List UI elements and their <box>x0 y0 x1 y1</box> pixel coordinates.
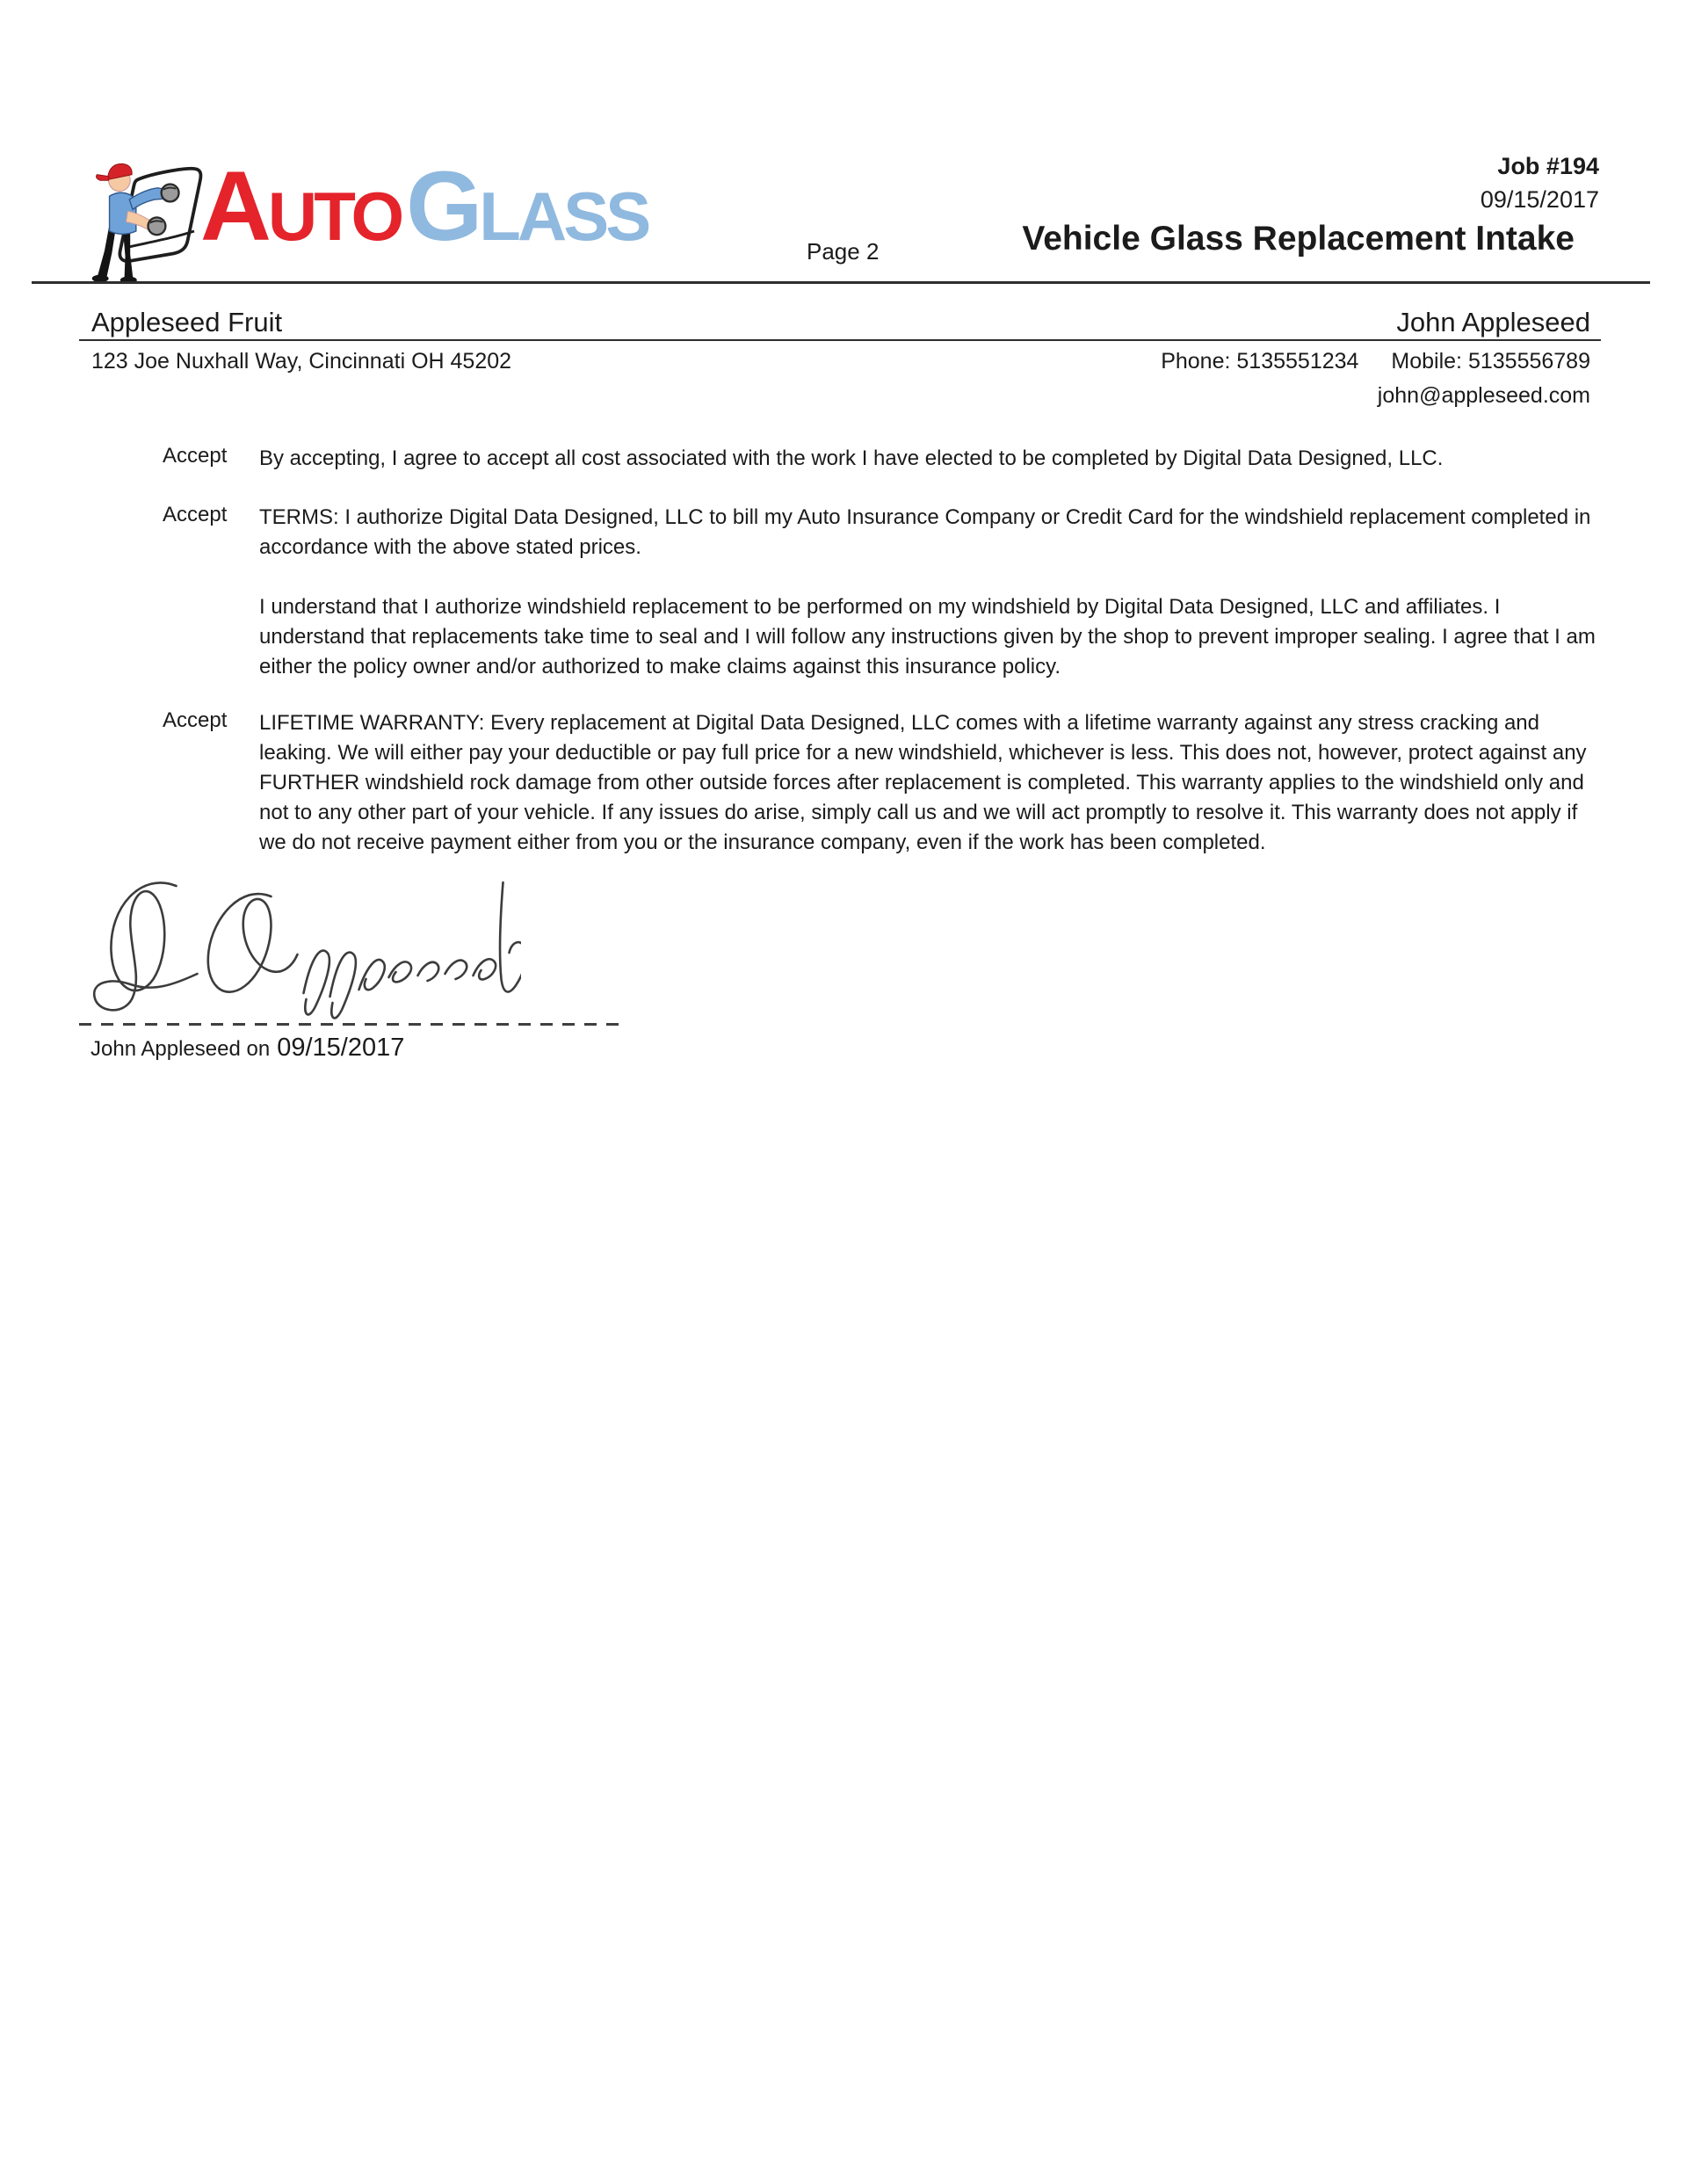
document-date: 09/15/2017 <box>1480 186 1599 213</box>
agreement-text: LIFETIME WARRANTY: Every replacement at Digital Data Designed, LLC comes with a lifetime warranty against any stress cracking and leaking. We will either pay your deductible or pay full price for a new windshield, whichever is less. This does not, however, protect against any FURTHER windshield rock damage from other outside forces after replacement is completed. This warranty applies to the windshield only and not to any other part of your vehicle. If any issues do arise, simply call us and we will act promptly to resolve it. This warranty does not apply if we do not receive payment either from you or the insurance company, even if the work has been completed. <box>259 711 1587 854</box>
customer-divider <box>79 339 1601 341</box>
logo-wordmark <box>200 151 648 261</box>
page-number: Page 2 <box>807 238 880 265</box>
agreement-text: I understand that I authorize windshield replacement to be performed on my windshield by Digital Data Designed, LLC and affiliates. I understand that replacements take time to seal and I will follow any instructions given by the shop to prevent improper sealing. I agree that I am either the policy owner and/or authorized to make claims against this insurance policy. <box>259 595 1596 678</box>
agreement-text: By accepting, I agree to accept all cost associated with the work I have elected to be completed by Digital Data Designed, LLC. <box>259 446 1444 470</box>
phone-label: Phone: <box>1161 349 1231 374</box>
header-divider <box>32 281 1650 284</box>
phone-value: 5135551234 <box>1236 349 1359 374</box>
logo-word-auto: Auto <box>200 151 402 261</box>
accept-label: Accept <box>163 444 228 468</box>
accept-label: Accept <box>163 503 228 526</box>
customer-address: 123 Joe Nuxhall Way, Cincinnati OH 45202 <box>91 349 512 374</box>
signature-scribble-icon <box>77 870 521 1024</box>
company-name: Appleseed Fruit <box>91 307 283 337</box>
page-title: Vehicle Glass Replacement Intake <box>1022 220 1575 258</box>
agreement-text: TERMS: I authorize Digital Data Designed, LLC to bill my Auto Insurance Company or Credit Card for the windshield replacement completed in accordance with the above stated prices. <box>259 505 1591 559</box>
signature-caption <box>91 1034 404 1063</box>
job-number: Job #194 <box>1497 153 1599 179</box>
customer-phones <box>1161 349 1590 374</box>
mobile-label: Mobile: <box>1391 349 1462 374</box>
contact-name: John Appleseed <box>1396 307 1590 337</box>
mobile-value: 5135556789 <box>1467 349 1590 374</box>
signature-line <box>79 1023 624 1026</box>
glass-installer-mascot-icon <box>83 155 214 292</box>
autoglass-logo <box>83 151 681 292</box>
signer-name: John Appleseed on <box>91 1037 271 1061</box>
customer-email: john@appleseed.com <box>1377 383 1590 408</box>
logo-word-glass: Glass <box>406 151 648 261</box>
signature-date: 09/15/2017 <box>277 1034 405 1062</box>
accept-label: Accept <box>163 708 228 732</box>
